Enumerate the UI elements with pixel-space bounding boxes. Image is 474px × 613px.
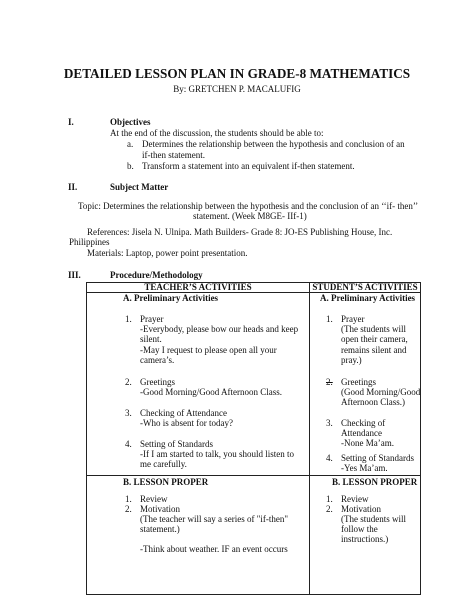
student-review-title: Review (341, 494, 369, 504)
teacher-prayer-line: camera’s. (140, 355, 175, 365)
teacher-prayer-title: Prayer (140, 314, 164, 324)
teacher-motivation-line: statement.) (140, 524, 180, 534)
teacher-attendance-title: Checking of Attendance (140, 408, 227, 418)
teacher-item-number: 3. (125, 408, 132, 418)
topic-line2: statement. (Week M8GE- IIf-1) (193, 211, 307, 221)
student-motivation-line: (The students will (341, 514, 406, 524)
student-prayer-line: remains silent and (341, 345, 407, 355)
teacher-item-number: 4. (125, 439, 132, 449)
teacher-greetings-title: Greetings (140, 377, 175, 387)
teacher-motivation-line: (The teacher will say a series of "if-then" (140, 514, 289, 524)
objective-letter-b: b. (127, 161, 134, 171)
student-standards-line: -Yes Ma’am. (341, 463, 388, 473)
student-lesson-proper-heading: B. LESSON PROPER (332, 477, 418, 487)
student-prayer-line: open their camera, (341, 334, 408, 344)
topic-line1: Topic: Determines the relationship between the hypothesis and the conclusion of an ‘‘if- then’’ (78, 201, 419, 211)
teacher-item-number: 2. (125, 504, 132, 514)
teacher-preliminary-heading: A. Preliminary Activities (123, 293, 219, 303)
student-prayer-title: Prayer (341, 314, 365, 324)
teacher-preliminary-cell (87, 293, 310, 476)
student-greetings-line: (Good Morning/Good (341, 387, 421, 397)
objective-a-line1: Determines the relationship between the hypothesis and conclusion of an (142, 139, 405, 149)
student-motivation-line: instructions.) (341, 534, 389, 544)
section-heading-objectives: Objectives (110, 117, 151, 127)
student-item-number: 4. (326, 453, 333, 463)
author-line: By: GRETCHEN P. MACALUFIG (173, 84, 301, 94)
student-item-number: 1. (326, 314, 333, 324)
teacher-review-title: Review (140, 494, 168, 504)
teacher-item-number: 1. (125, 494, 132, 504)
section-heading-subject: Subject Matter (110, 182, 169, 192)
teacher-standards-title: Setting of Standards (140, 439, 213, 449)
references-line2: Philippines (69, 237, 110, 247)
teacher-prayer-line: silent. (140, 334, 162, 344)
teacher-item-number: 2. (125, 377, 132, 387)
objectives-intro: At the end of the discussion, the students should be able to: (110, 128, 324, 138)
student-greetings-line: Afternoon Class.) (341, 397, 405, 407)
references-line1: References: Jisela N. Ulnipa. Math Builders- Grade 8: JO-ES Publishing House, Inc. (87, 227, 393, 237)
objective-a-line2: if-then statement. (142, 150, 205, 160)
teacher-motivation-title: Motivation (140, 504, 180, 514)
student-greetings-title: Greetings (341, 377, 376, 387)
student-attendance-title: Checking of (341, 418, 386, 428)
teacher-item-number: 1. (125, 314, 132, 324)
student-item-number: 2. (326, 377, 333, 387)
teacher-lesson-proper-heading: B. LESSON PROPER (123, 477, 209, 487)
teacher-standards-line: me carefully. (140, 459, 187, 469)
teacher-greetings-line: -Good Morning/Good Afternoon Class. (140, 387, 282, 397)
teacher-weather-line: -Think about weather. IF an event occurs (140, 544, 288, 554)
student-prayer-line: (The students will (341, 324, 406, 334)
student-preliminary-cell (310, 293, 421, 476)
section-heading-procedure: Procedure/Methodology (110, 270, 203, 280)
section-number-subject: II. (68, 182, 78, 192)
section-number-objectives: I. (68, 117, 74, 127)
teacher-attendance-line: -Who is absent for today? (140, 418, 233, 428)
objective-letter-a: a. (127, 139, 134, 149)
teacher-prayer-line: -Everybody, please bow our heads and keep (140, 324, 299, 334)
student-motivation-line: follow the (341, 524, 378, 534)
materials-line: Materials: Laptop, power point presentation. (87, 248, 248, 258)
student-preliminary-heading: A. Preliminary Activities (320, 293, 416, 303)
student-motivation-title: Motivation (341, 504, 381, 514)
student-item-number: 1. (326, 494, 333, 504)
student-activities-header: STUDENT’S ACTIVITIES (310, 283, 421, 293)
teacher-standards-line: -If I am started to talk, you should listen to (140, 449, 294, 459)
section-number-procedure: III. (68, 270, 81, 280)
teacher-activities-header: TEACHER’S ACTIVITIES (87, 283, 310, 293)
student-lesson-proper-cell (310, 476, 421, 595)
document-title: DETAILED LESSON PLAN IN GRADE-8 MATHEMATICS (63, 66, 411, 81)
student-attendance-line: -None Ma’am. (341, 438, 394, 448)
student-item-number: 2. (326, 504, 333, 514)
student-item-number: 3. (326, 418, 333, 428)
student-prayer-line: pray.) (341, 355, 362, 365)
student-attendance-line: Attendance (341, 428, 382, 438)
student-standards-title: Setting of Standards (341, 453, 414, 463)
teacher-prayer-line: -May I request to please open all your (140, 345, 277, 355)
objective-b-line1: Transform a statement into an equivalent if-then statement. (142, 161, 355, 171)
activities-table (86, 282, 421, 595)
teacher-lesson-proper-cell (87, 476, 310, 595)
